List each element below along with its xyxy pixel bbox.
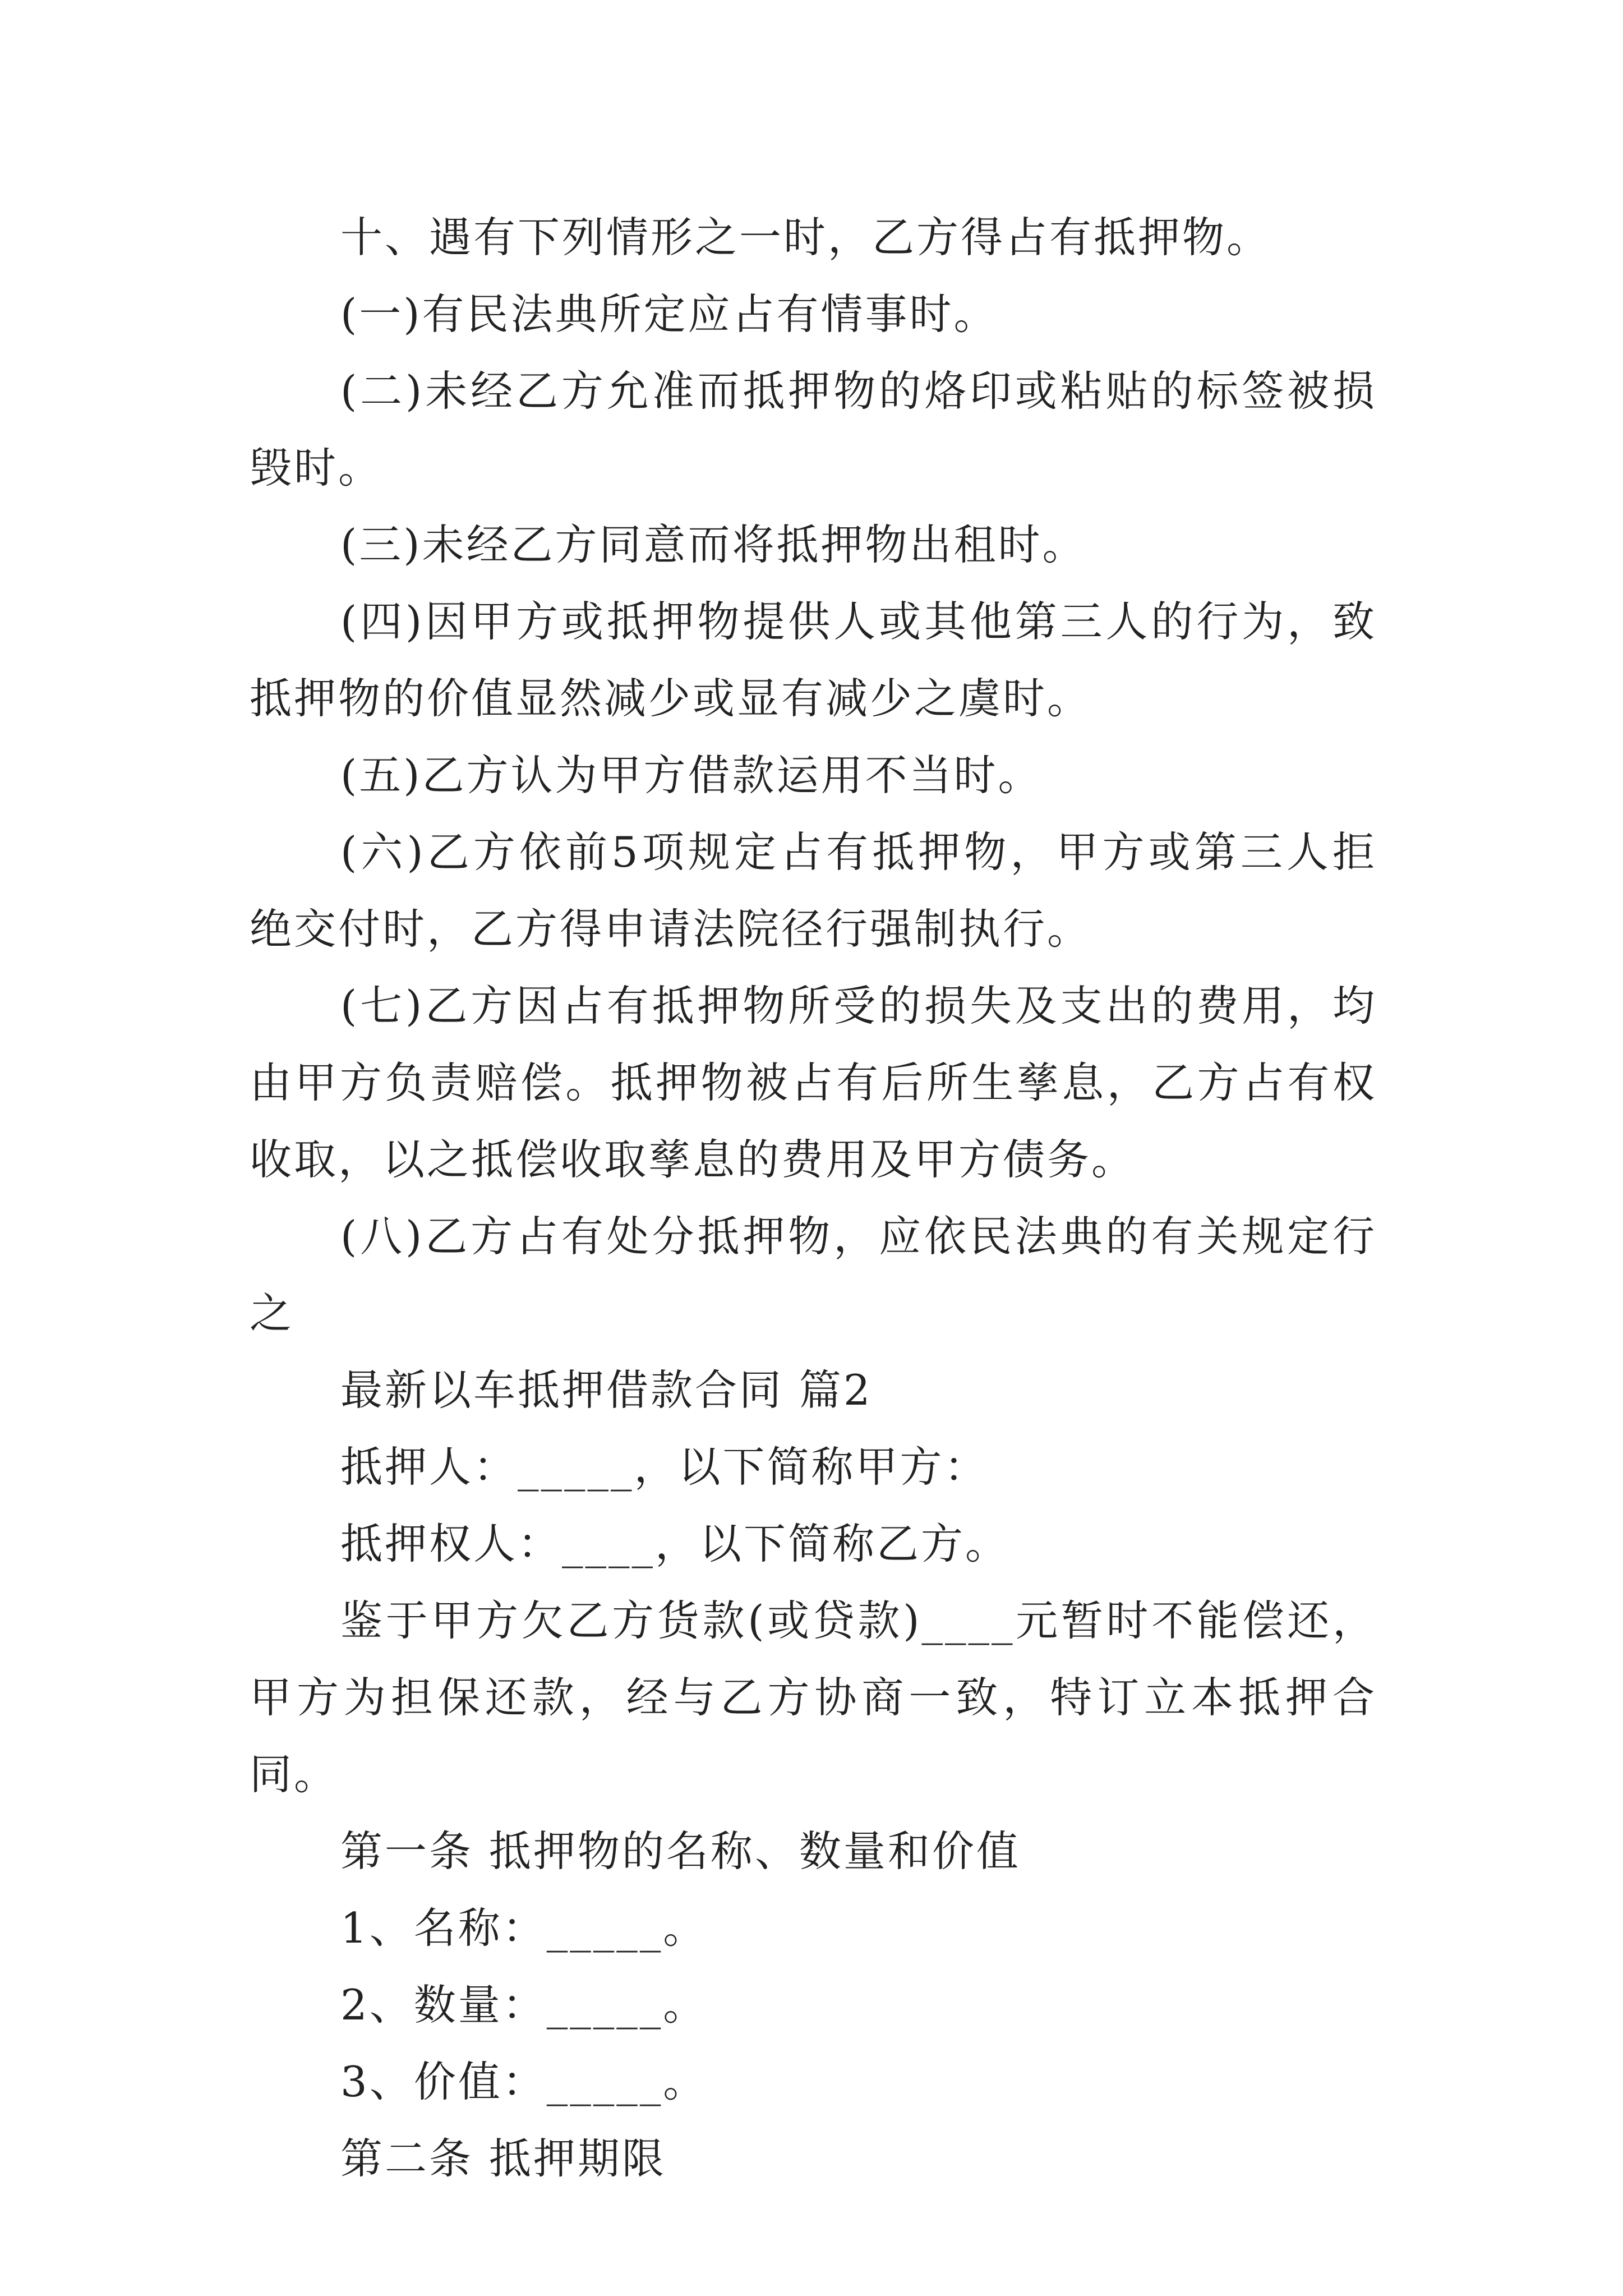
clause-ten-item-6: (六)乙方依前5项规定占有抵押物，甲方或第三人拒绝交付时，乙方得申请法院径行强制执行。 <box>250 827 1377 954</box>
clause-ten-item-1: (一)有民法典所定应占有情事时。 <box>340 289 998 339</box>
preamble-paragraph: 鉴于甲方欠乙方货款(或贷款)____元暂时不能偿还，甲方为担保还款，经与乙方协商一致，特订立本抵押合同。 <box>250 1596 1377 1799</box>
clause-ten-item-5: (五)乙方认为甲方借款运用不当时。 <box>340 751 1043 800</box>
clause-ten-item-8: (八)乙方占有处分抵押物，应依民法典的有关规定行之 <box>250 1212 1377 1338</box>
article-one-value: 3、价值：_____。 <box>340 2057 708 2106</box>
clause-ten-item-7: (七)乙方因占有抵押物所受的损失及支出的费用，均由甲方负责赔偿。抵押物被占有后所生孳息，乙方占有权收取，以之抵偿收取孳息的费用及甲方债务。 <box>250 981 1377 1184</box>
mortgagor-line: 抵押人：_____，以下简称甲方： <box>340 1442 989 1492</box>
article-one-name: 1、名称：_____。 <box>340 1903 708 1953</box>
article-one-heading: 第一条 抵押物的名称、数量和价值 <box>340 1826 1021 1876</box>
clause-ten-item-4: (四)因甲方或抵押物提供人或其他第三人的行为，致抵押物的价值显然减少或显有减少之虞时。 <box>250 597 1377 723</box>
section-title: 最新以车抵押借款合同 篇2 <box>340 1365 873 1415</box>
article-one-quantity: 2、数量：_____。 <box>340 1980 708 2030</box>
clause-ten-heading: 十、遇有下列情形之一时，乙方得占有抵押物。 <box>340 213 1271 262</box>
contract-body <box>250 199 1377 2197</box>
clause-ten-item-3: (三)未经乙方同意而将抵押物出租时。 <box>340 520 1087 569</box>
article-two-heading: 第二条 抵押期限 <box>340 2134 666 2183</box>
mortgagee-line: 抵押权人：____，以下简称乙方。 <box>340 1519 1010 1568</box>
clause-ten-item-2: (二)未经乙方允准而抵押物的烙印或粘贴的标签被损毁时。 <box>250 366 1377 493</box>
